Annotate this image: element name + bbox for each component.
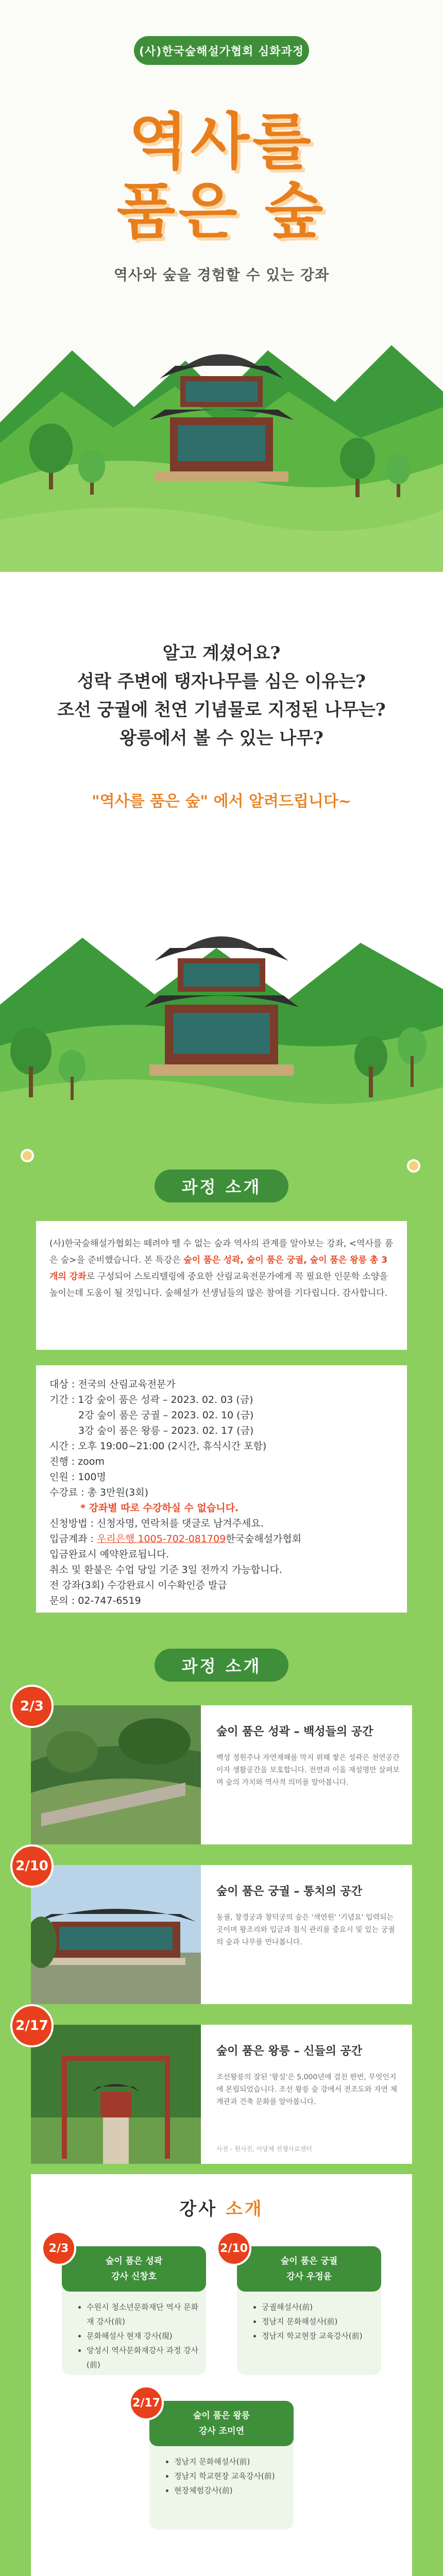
detail-method: 진행 : zoom (49, 1456, 105, 1467)
teacher-career-list (165, 2454, 288, 2498)
course-photo-tomb (31, 2025, 201, 2164)
detail-fee: 수강료 : 총 3만원(3회) (49, 1487, 149, 1498)
intro-card (36, 1221, 407, 1350)
hero-title-line2: 품은 숲 (116, 175, 327, 247)
question-4: 왕릉에서 볼 수 있는 나무? (120, 728, 323, 749)
teacher-date-badge: 2/10 (216, 2231, 251, 2266)
intro-text-post: 로 구성되어 스토리텔링에 중요한 산림교육전문가에게 꼭 필요한 인문학 소양을 높이는데 도움이 될 것입니다. 숲해설가 선생님들의 많은 참여를 기다립니다. 감사합니다. (49, 1272, 388, 1298)
detail-capacity: 인원 : 100명 (49, 1471, 106, 1483)
teacher-card (62, 2246, 206, 2375)
detail-period-1: 기간 : 1강 숲이 품은 성곽 – 2023. 02. 03 (금) (49, 1394, 253, 1405)
date-badge: 2/3 (10, 1685, 54, 1728)
hero-palace-illustration (0, 289, 443, 572)
teacher-career-item: • 수원시 청소년문화재단 역사 문화재 강사(前) (87, 2300, 201, 2329)
course-title: 숲이 품은 왕릉 – 신들의 공간 (216, 2045, 363, 2058)
overview-banner: 과정 소개 (155, 1170, 288, 1202)
teacher-name: 강사 조미연 (198, 2426, 245, 2436)
date-badge: 2/10 (10, 1844, 54, 1888)
intro-text (36, 1221, 407, 1316)
teachers-title-highlight: 소개 (225, 2199, 264, 2219)
date-badge: 2/17 (10, 2004, 54, 2047)
question-3: 조선 궁궐에 천연 기념물로 지정된 나무는? (57, 700, 386, 720)
course-title: 숲이 품은 궁궐 – 통치의 공간 (216, 1885, 363, 1898)
flower-icon (407, 1159, 420, 1173)
teacher-date-badge: 2/17 (129, 2385, 164, 2420)
teachers-title (31, 2195, 412, 2220)
questions-section (0, 572, 443, 896)
course-desc: 백성 정원주나 자연재해를 막지 위해 쌓은 성곽은 천연공간이자 생활공간을 보호합니다. 전연과 이을 재설명만 살펴보며 숲의 가치와 역사적 의미를 알아봅니다. (216, 1754, 400, 1787)
teacher-career-item: • 문화해설사 현재 강사(現) (87, 2329, 201, 2343)
teacher-card-head (149, 2401, 294, 2446)
teacher-course: 숲이 품은 성곽 (105, 2256, 163, 2266)
teacher-card (149, 2401, 294, 2530)
hero-title-line1: 역사를 (129, 106, 314, 177)
account-prefix: 입금계좌 : (49, 1533, 97, 1545)
question-2: 성락 주변에 탱자나무를 심은 이유는? (77, 671, 366, 692)
course-row (31, 1865, 412, 2004)
detail-account (49, 1531, 394, 1547)
detail-single-note: * 강좌별 따로 수강하실 수 없습니다. (80, 1502, 239, 1514)
course-row (31, 2025, 412, 2164)
teacher-name: 강사 우정윤 (286, 2272, 332, 2282)
course-title: 숲이 품은 성곽 – 백성들의 공간 (216, 1725, 373, 1738)
course-desc: 조선왕릉의 잘된 '왕설'은 5,000년에 걸친 한번, 무엇인지에 본립되었습니다. 조선 왕릉 숲 강에서 전조도와 자연 체계관과 건축 문화를 알아봅니다. (216, 2073, 398, 2106)
detail-refund: 취소 및 환불은 수업 당일 기준 3일 전까지 가능합니다. (49, 1564, 282, 1575)
detail-period-2: 2강 숲이 품은 궁궐 – 2023. 02. 10 (금) (78, 1410, 254, 1421)
teacher-career-item: • 정남지 학교현장 교육강사(前) (174, 2469, 288, 2483)
course-photo-fortress (31, 1705, 201, 1844)
detail-period-3: 3강 숲이 품은 왕릉 – 2023. 02. 17 (금) (78, 1425, 254, 1436)
teacher-card (237, 2246, 381, 2375)
hero-subtitle: 역사와 숲을 경험할 수 있는 강좌 (113, 266, 330, 283)
teacher-career-item: • 궁궐해설사(前) (262, 2300, 376, 2314)
course-row (31, 1705, 412, 1844)
mid-palace-illustration (0, 896, 443, 1164)
teacher-career-item: • 정남지 문화해설사(前) (174, 2454, 288, 2469)
detail-text (36, 1365, 407, 1620)
teacher-career-item: • 앙성시 역사문화재강사 과정 강사(前) (87, 2343, 201, 2372)
teacher-course: 숲이 품은 궁궐 (280, 2256, 338, 2266)
hero-section (0, 0, 443, 572)
teacher-career-item: • 현장체험강사(前) (174, 2483, 288, 2498)
detail-time: 시간 : 오후 19:00~21:00 (2시간, 휴식시간 포함) (49, 1440, 267, 1452)
teachers-box (31, 2174, 412, 2576)
palace-icon (149, 354, 294, 482)
intro-text-pre: (사)한국숲해설가협회는 떼려야 뗄 수 없는 숲과 역사의 관계를 알아보는 강좌, <역사를 품은 숲>을 준비했습니다. 본 특강은 (49, 1239, 394, 1265)
flower-icon (21, 1149, 34, 1162)
detail-apply: 신청방법 : 신청자명, 연락처를 댓글로 남겨주세요. (49, 1518, 264, 1529)
courses-banner: 과정 소개 (155, 1649, 288, 1682)
teacher-career-item: • 정남지 학교현장 교육강사(前) (262, 2329, 376, 2343)
teacher-date-badge: 2/3 (41, 2231, 76, 2266)
teacher-career-list (252, 2300, 376, 2343)
detail-target: 대상 : 전국의 산림교육전문가 (49, 1379, 176, 1390)
question-1: 알고 계셨어요? (162, 643, 281, 664)
detail-certificate: 전 강좌(3회) 수강완료시 이수확인증 발급 (49, 1580, 227, 1591)
teachers-title-pre: 강사 (179, 2199, 226, 2219)
org-label: (사)한국숲해설가협회 심화과정 (134, 36, 309, 65)
teacher-card-head (237, 2246, 381, 2292)
detail-account-note: 입금완료시 예약완료됩니다. (49, 1549, 169, 1560)
teacher-name: 강사 신창호 (111, 2272, 157, 2282)
teacher-career-item: • 정남지 문화해설사(前) (262, 2314, 376, 2329)
course-photo-palace (31, 1865, 201, 2004)
teacher-career-list (77, 2300, 201, 2372)
teacher-card-head (62, 2246, 206, 2292)
detail-contact: 문의 : 02-747-6519 (49, 1595, 141, 1606)
teacher-course: 숲이 품은 왕릉 (193, 2411, 250, 2421)
intro-text-highlight: 숲이 품은 성곽, 숲이 품은 궁궐, 숲이 품은 왕릉 총 3개의 강좌 (49, 1255, 388, 1282)
account-suffix: 한국숲해설가협회 (226, 1533, 302, 1545)
course-desc: 동궐, 창경궁과 창덕궁의 숲은 '색연원' '기념요' 입력되는 곳이며 왕조리와 입금과 침식 관리를 중요시 및 있는 궁궐의 숲과 나무를 만나봅니다. (216, 1913, 395, 1946)
account-link[interactable]: 우리은행 1005-702-081709 (96, 1533, 226, 1545)
course-note: 사진 - 원사진, 이당제 전쟁사료센터 (216, 2145, 312, 2153)
detail-card (36, 1365, 407, 1613)
question-answer: "역사를 품은 숲" 에서 알려드립니다~ (92, 792, 351, 810)
